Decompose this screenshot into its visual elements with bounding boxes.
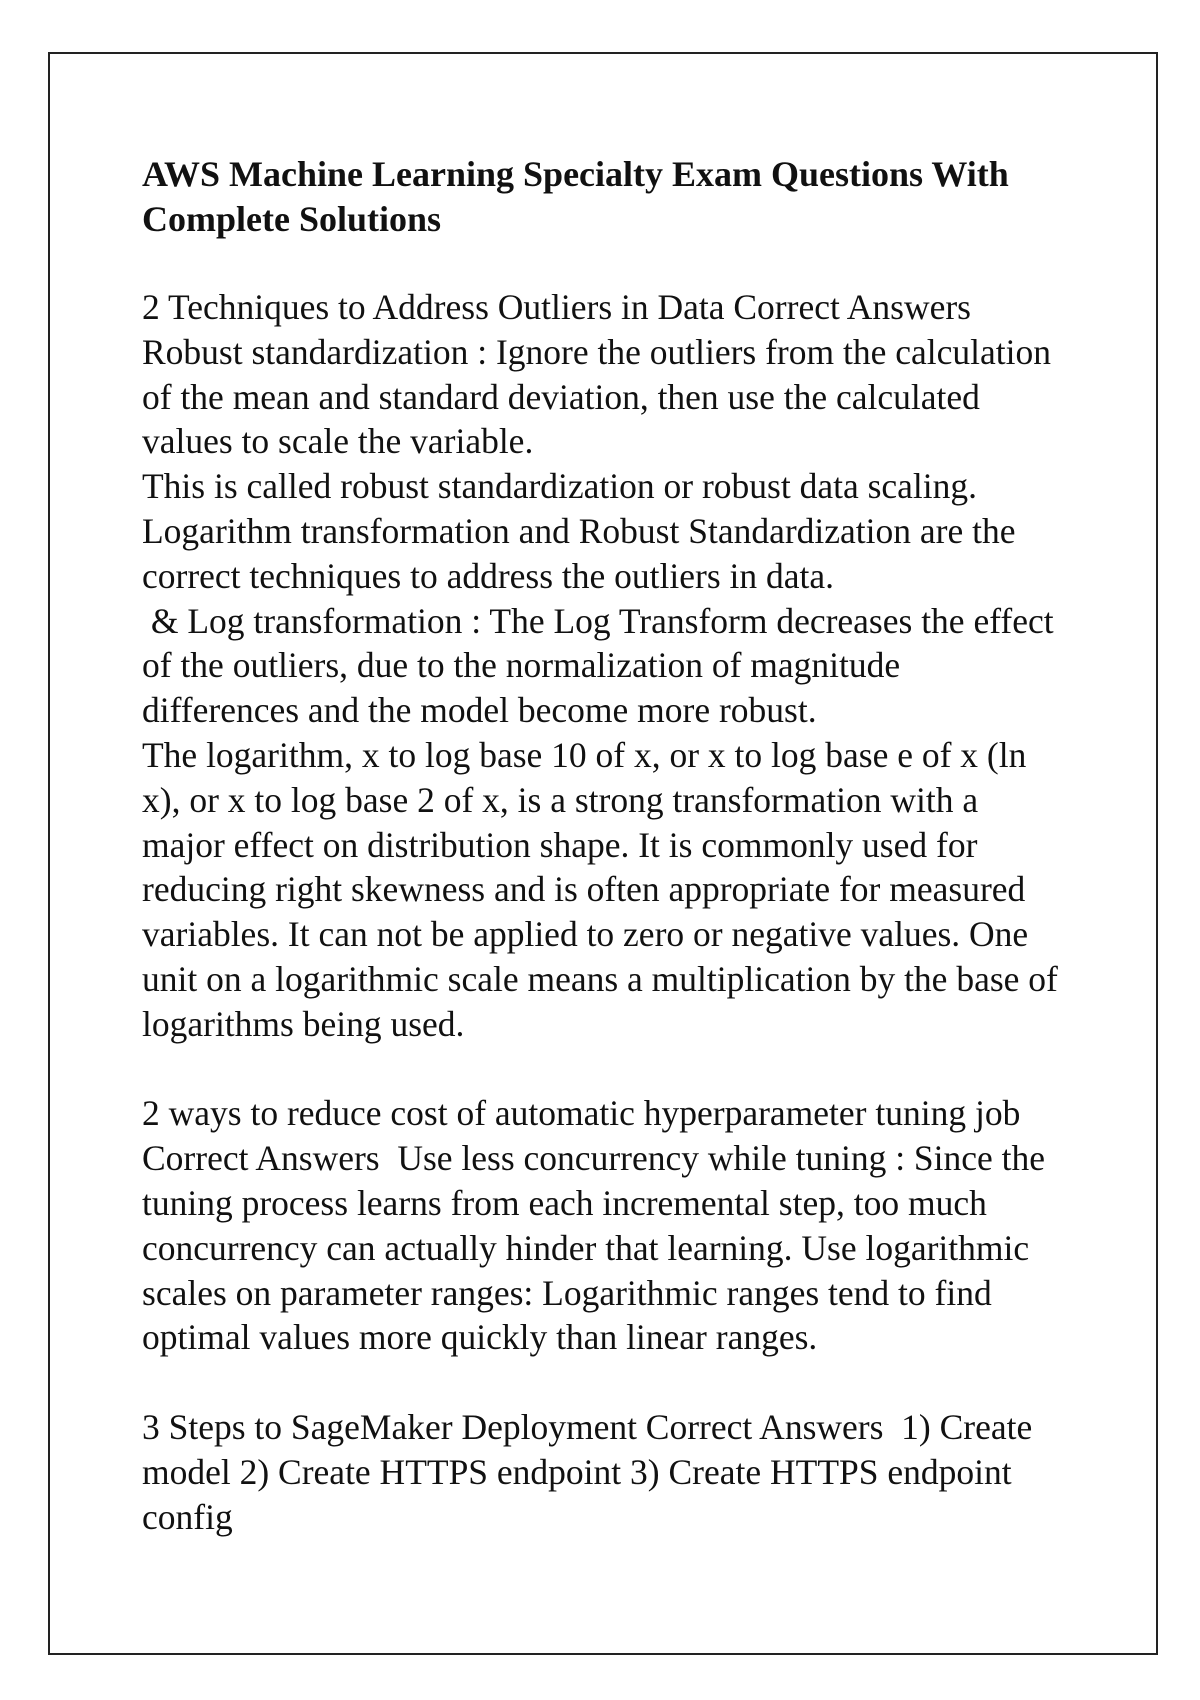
paragraph-line: config xyxy=(142,1496,233,1537)
paragraph-line: tuning process learns from each incremental step, too much xyxy=(142,1182,987,1223)
paragraph-line: differences and the model become more robust. xyxy=(142,690,817,731)
paragraph-line: Correct Answers Use less concurrency while tuning : Since the xyxy=(142,1138,1046,1179)
paragraph-line: model 2) Create HTTPS endpoint 3) Create HTTPS endpoint xyxy=(142,1451,1012,1492)
paragraph-line: & Log transformation : The Log Transform decreases the effect xyxy=(142,600,1054,641)
paragraph-line: scales on parameter ranges: Logarithmic ranges tend to find xyxy=(142,1272,992,1313)
document-body xyxy=(142,152,1082,1584)
paragraph-line: 3 Steps to SageMaker Deployment Correct Answers 1) Create xyxy=(142,1406,1033,1447)
paragraph-line: The logarithm, x to log base 10 of x, or x to log base e of x (ln xyxy=(142,734,1027,775)
paragraph-line: variables. It can not be applied to zero or negative values. One xyxy=(142,914,1029,955)
section-sagemaker-deployment xyxy=(142,1405,1082,1539)
paragraph-line: x), or x to log base 2 of x, is a strong transformation with a xyxy=(142,779,979,820)
paragraph-line: of the mean and standard deviation, then use the calculated xyxy=(142,376,980,417)
paragraph-line: values to scale the variable. xyxy=(142,421,534,462)
paragraph-line: 2 ways to reduce cost of automatic hyperparameter tuning job xyxy=(142,1093,1021,1134)
paragraph-line: Robust standardization : Ignore the outliers from the calculation xyxy=(142,331,1051,372)
paragraph-line: This is called robust standardization or robust data scaling. xyxy=(142,466,978,507)
paragraph-line: correct techniques to address the outliers in data. xyxy=(142,555,835,596)
paragraph-line: concurrency can actually hinder that learning. Use logarithmic xyxy=(142,1227,1030,1268)
title-line: Complete Solutions xyxy=(142,199,442,239)
paragraph-line: unit on a logarithmic scale means a multiplication by the base of xyxy=(142,958,1058,999)
section-hyperparameter-tuning xyxy=(142,1091,1082,1360)
paragraph-line: reducing right skewness and is often appropriate for measured xyxy=(142,869,1026,910)
section-outliers xyxy=(142,285,1082,1047)
paragraph-line: optimal values more quickly than linear ranges. xyxy=(142,1317,818,1358)
paragraph-line: logarithms being used. xyxy=(142,1003,465,1044)
paragraph-line: Logarithm transformation and Robust Standardization are the xyxy=(142,510,1016,551)
paragraph-line: of the outliers, due to the normalization of magnitude xyxy=(142,645,901,686)
document-title xyxy=(142,152,1082,242)
title-line: AWS Machine Learning Specialty Exam Questions With xyxy=(142,154,1009,194)
paragraph-line: major effect on distribution shape. It is commonly used for xyxy=(142,824,978,865)
paragraph-line: 2 Techniques to Address Outliers in Data Correct Answers xyxy=(142,287,971,327)
